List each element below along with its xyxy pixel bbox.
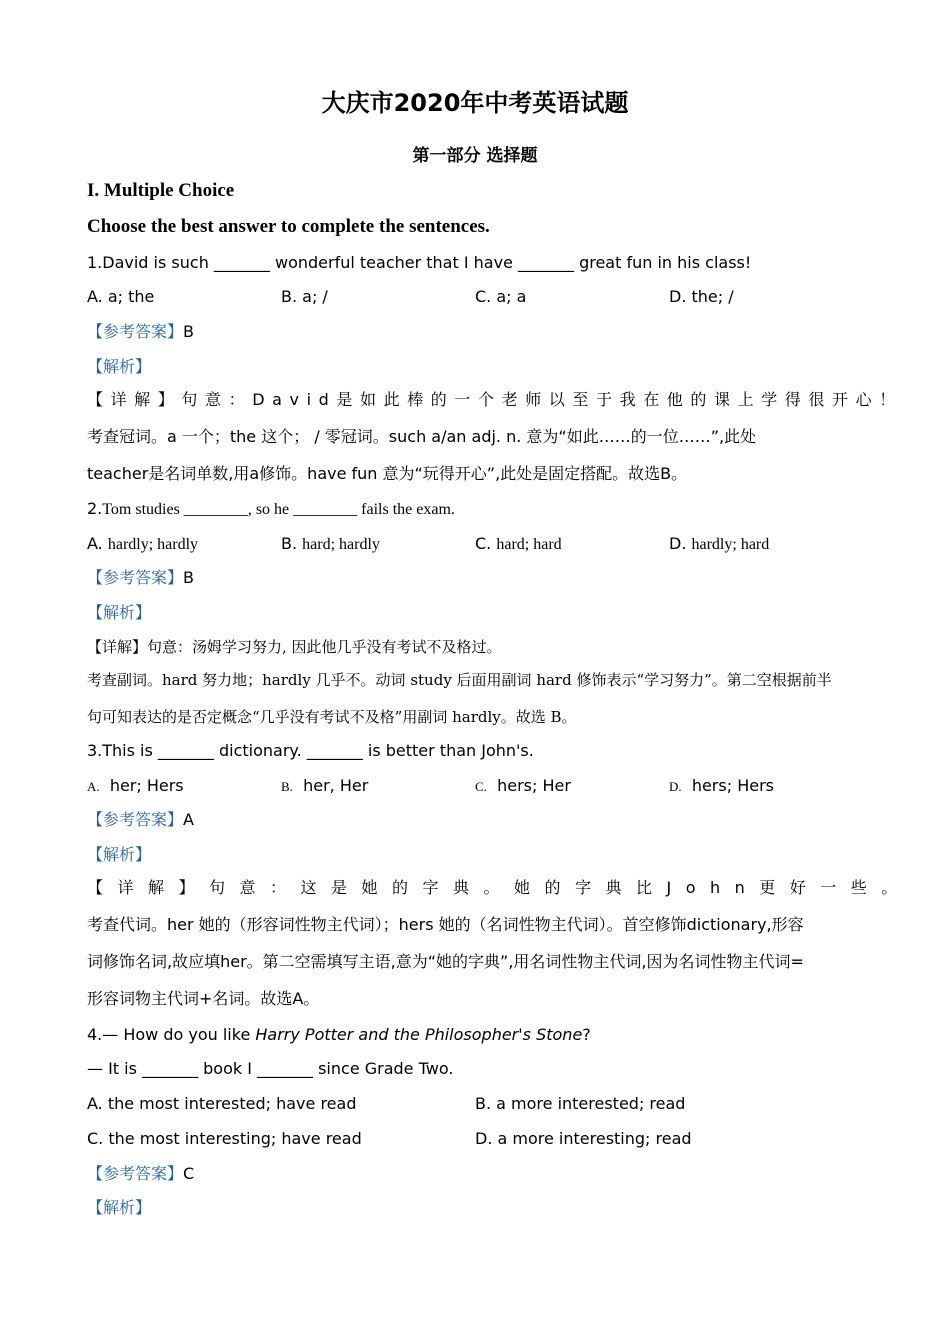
answer-label: 【参考答案】 [87,322,184,341]
part-heading: 第一部分 选择题 [412,146,538,166]
q2-answer: B [183,568,194,587]
q2-answer-row [87,568,194,588]
q1-detail-line1: 【详解】句意：David是如此棒的一个老师以至于我在他的课上学得很开心！ [87,390,903,409]
q2-option-a: A. hardly; hardly [87,534,199,553]
q4-stem-line2: — It is _______ book I _______ since Grade Two. [87,1059,454,1078]
q1-option-b: B. a; / [281,287,328,306]
q4-stem: 4.— How do you like Harry Potter and the Philosopher's Stone? [87,1025,591,1044]
q2-detail-line1: 【详解】句意：汤姆学习努力, 因此他几乎没有考试不及格过。 [87,638,502,656]
q2-stem-row [87,499,455,520]
answer-label: 【参考答案】 [87,568,184,587]
q4-option-a: A. the most interested; have read [87,1094,357,1113]
q2-option-c: C. hard; hard [475,534,562,553]
q3-answer-row [87,810,194,830]
instruction: Choose the best answer to complete the sentences. [87,216,490,237]
q1-detail-line2: 考查冠词。a 一个；the 这个； / 零冠词。such a/an adj. n. 意为“如此……的一位……”,此处 [87,427,757,446]
q4-option-c: C. the most interesting; have read [87,1129,362,1148]
q3-detail-line2: 考查代词。her 她的（形容词性物主代词）；hers 她的（名词性物主代词）。首空修饰dictionary,形容 [87,915,804,934]
q4-option-d: D. a more interesting; read [475,1129,692,1148]
document-title: 大庆市2020年中考英语试题 [321,89,629,117]
q3-option-a: A. her; Hers [87,776,184,795]
q3-detail-line4: 形容词物主代词+名词。故选A。 [87,989,320,1008]
q3-stem: 3.This is _______ dictionary. _______ is better than John's. [87,741,534,760]
q4-answer-row [87,1164,194,1184]
q1-option-c: C. a; a [475,287,527,306]
q3-detail-line1: 【详解】句意：这是她的字典。她的字典比John更好一些。 [87,878,912,897]
q2-option-b: B. hard; hardly [281,534,380,553]
q1-detail-line3: teacher是名词单数,用a修饰。have fun 意为“玩得开心”,此处是固定搭配。故选B。 [87,464,688,483]
q3-option-b: B. her, Her [281,776,369,795]
q3-option-d: D. hers; Hers [669,776,774,795]
q2-stem: Tom studies ________, so he ________ fails the exam. [102,501,455,518]
q1-option-d: D. the; / [669,287,734,306]
q1-analysis-label: 【解析】 [87,357,152,376]
q3-answer: A [183,810,194,829]
q4-answer: C [183,1164,195,1183]
q3-analysis-label: 【解析】 [87,845,152,864]
q3-detail-line3: 词修饰名词,故应填her。第二空需填写主语,意为“她的字典”,用名词性物主代词,因为名词性物主代词= [87,952,804,971]
q1-answer: B [183,322,194,341]
q3-option-c: C. hers; Her [475,776,571,795]
q2-detail-line3: 句可知表达的是否定概念“几乎没有考试不及格”用副词 hardly。故选 B。 [87,708,577,726]
section-heading: I. Multiple Choice [87,180,235,201]
q2-option-d: D. hardly; hard [669,534,770,553]
q2-detail-line2: 考查副词。hard 努力地；hardly 几乎不。动词 study 后面用副词 hard 修饰表示“学习努力”。第二空根据前半 [87,671,832,689]
q1-option-a: A. a; the [87,287,155,306]
q4-book-title: Harry Potter and the Philosopher's Stone [255,1025,583,1044]
q1-answer-row [87,322,194,342]
q4-option-b: B. a more interested; read [475,1094,686,1113]
answer-label: 【参考答案】 [87,810,184,829]
q4-analysis-label: 【解析】 [87,1198,152,1217]
answer-label: 【参考答案】 [87,1164,184,1183]
q2-number: 2. [87,499,103,518]
q1-stem: 1.David is such _______ wonderful teacher that I have _______ great fun in his class! [87,253,752,272]
q2-analysis-label: 【解析】 [87,603,152,622]
